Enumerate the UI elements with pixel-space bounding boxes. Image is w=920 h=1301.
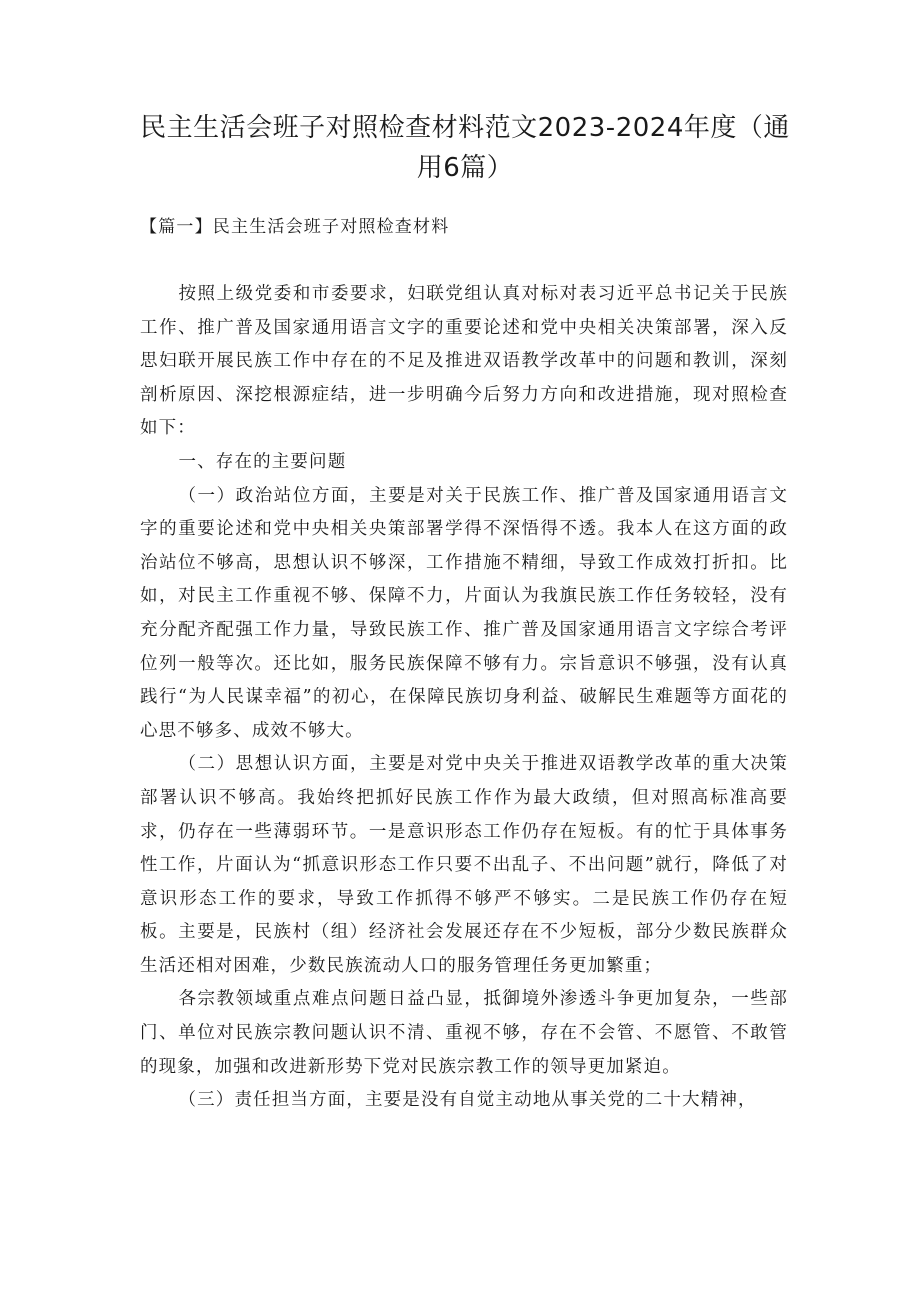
- document-body: [140, 278, 788, 1118]
- intro-paragraph: 按照上级党委和市委要求，妇联党组认真对标对表习近平总书记关于民族工作、推广普及国家通用语言文字的重要论述和党中央相关决策部署，深入反思妇联开展民族工作中存在的不足及推进双语教学改革中的问题和教训，深刻剖析原因、深挖根源症结，进一步明确今后努力方向和改进措施，现对照检查如下：: [140, 284, 788, 439]
- paragraph-ideological-awareness: （二）思想认识方面，主要是对党中央关于推进双语教学改革的重大决策部署认识不够高。我始终把抓好民族工作作为最大政绩，但对照高标准高要求，仍存在一些薄弱环节。一是意识形态工作仍存在短板。有的忙于具体事务性工作，片面认为“抓意识形态工作只要不出乱子、不出问题”就行，降低了对意识形态工作的要求，导致工作抓得不够严不够实。二是民族工作仍存在短板。主要是，民族村（组）经济社会发展还存在不少短板，部分少数民族群众生活还相对困难，少数民族流动人口的服务管理任务更加繁重；: [140, 754, 788, 976]
- paragraph-religious-affairs: 各宗教领域重点难点问题日益凸显，抵御境外渗透斗争更加复杂，一些部门、单位对民族宗教问题认识不清、重视不够，存在不会管、不愿管、不敢管的现象，加强和改进新形势下党对民族宗教工作的领导更加紧迫。: [140, 989, 788, 1077]
- paragraph-political-stance: （一）政治站位方面，主要是对关于民族工作、推广普及国家通用语言文字的重要论述和党中央相关央策部署学得不深悟得不透。我本人在这方面的政治站位不够高，思想认识不够深，工作措施不精细，导致工作成效打折扣。比如，对民主工作重视不够、保障不力，片面认为我旗民族工作任务较轻，没有充分配齐配强工作力量，导致民族工作、推广普及国家通用语言文字综合考评位列一般等次。还比如，服务民族保障不够有力。宗旨意识不够强，没有认真践行“为人民谋幸福”的初心，在保障民族切身利益、破解民生难题等方面花的心思不够多、成效不够大。: [140, 485, 788, 741]
- paragraph-responsibility: （三）责任担当方面，主要是没有自觉主动地从事关党的二十大精神，: [178, 1090, 757, 1111]
- document-title: 民主生活会班子对照检查材料范文2023-2024年度（通用6篇）: [140, 113, 790, 183]
- section-heading: 【篇一】民主生活会班子对照检查材料: [140, 217, 450, 237]
- subsection-heading: 一、存在的主要问题: [178, 451, 347, 472]
